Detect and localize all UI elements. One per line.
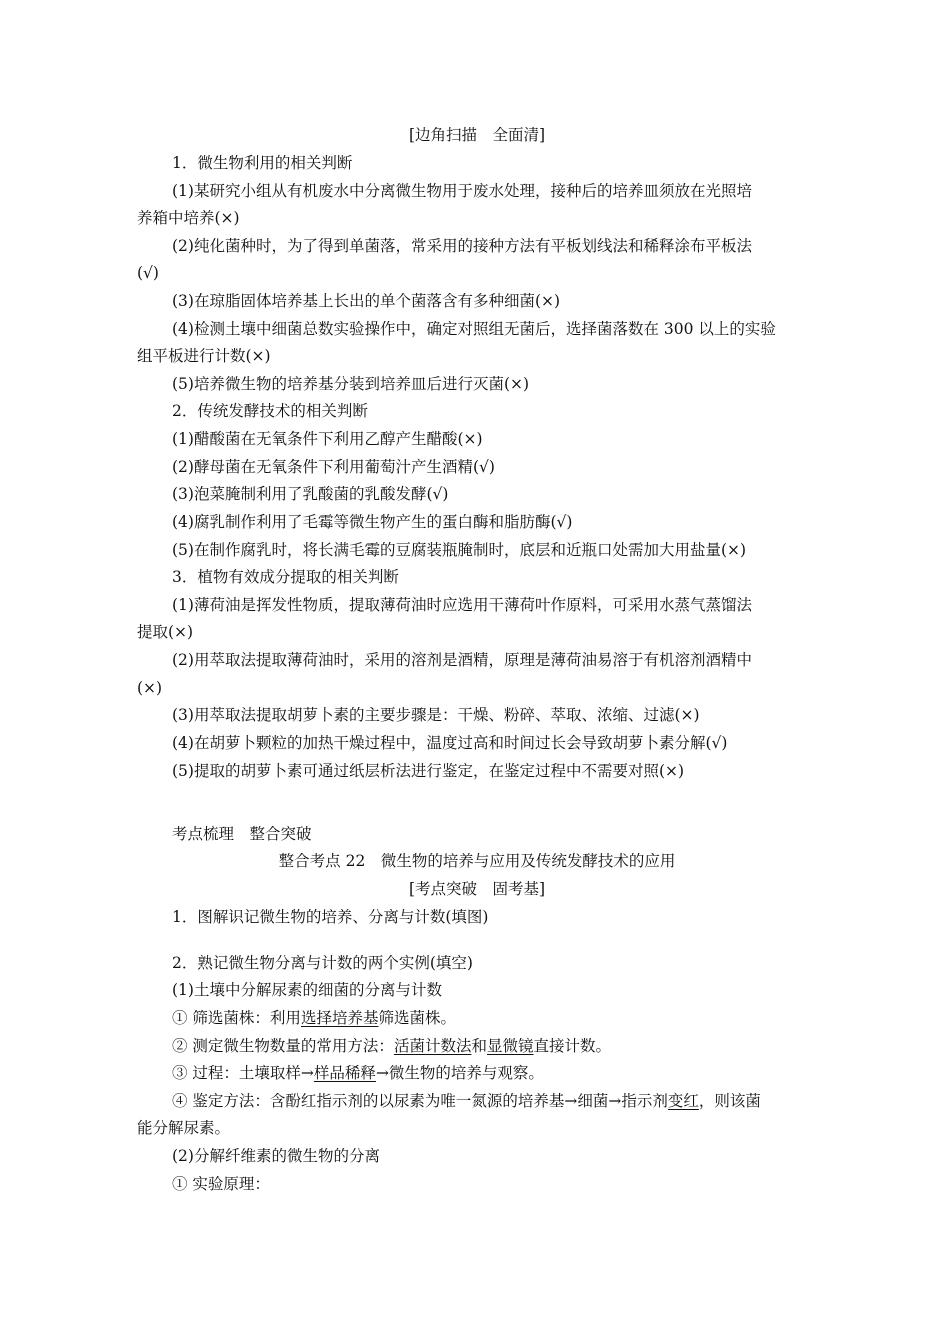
question-line: (5)在制作腐乳时，将长满毛霉的豆腐装瓶腌制时，底层和近瓶口处需加大用盐量(×) bbox=[172, 541, 747, 559]
fill-text: ② 测定微生物数量的常用方法： bbox=[172, 1037, 394, 1055]
fill-text: →微生物的培养与观察。 bbox=[375, 1064, 544, 1082]
question-line: (5)提取的胡萝卜素可通过纸层析法进行鉴定，在鉴定过程中不需要对照(×) bbox=[172, 762, 685, 780]
question-line: (1)醋酸菌在无氧条件下利用乙醇产生醋酸(×) bbox=[172, 430, 483, 448]
question-line: (4)腐乳制作利用了毛霉等微生物产生的蛋白酶和脂肪酶(√) bbox=[172, 513, 573, 531]
fill-line bbox=[172, 1008, 817, 1028]
question-line: (3)用萃取法提取胡萝卜素的主要步骤是：干燥、粉碎、萃取、浓缩、过滤(×) bbox=[172, 706, 700, 724]
question-line: (4)检测土壤中细菌总数实验操作中，确定对照组无菌后，选择菌落数在 300 以上的实验 bbox=[172, 320, 776, 338]
heading-microbe-use: 1．微生物利用的相关判断 bbox=[172, 154, 353, 172]
question-line: 养箱中培养(×) bbox=[137, 209, 240, 227]
fill-text: 筛选菌株。 bbox=[378, 1009, 456, 1027]
fill-line: 能分解尿素。 bbox=[137, 1119, 231, 1137]
question-line: (4)在胡萝卜颗粒的加热干燥过程中，温度过高和时间过长会导致胡萝卜素分解(√) bbox=[172, 734, 728, 752]
fill-text: ④ 鉴定方法：含酚红指示剂的以尿素为唯一氮源的培养基→细菌→指示剂 bbox=[172, 1092, 668, 1110]
fill-text: 直接计数。 bbox=[533, 1037, 611, 1055]
question-line: (3)泡菜腌制利用了乳酸菌的乳酸发酵(√) bbox=[172, 485, 449, 503]
fill-line bbox=[172, 1036, 817, 1056]
heading-extraction: 3．植物有效成分提取的相关判断 bbox=[172, 568, 399, 586]
topic-title: 整合考点 22 微生物的培养与应用及传统发酵技术的应用 bbox=[278, 852, 676, 870]
topic-subheader: [考点突破 固考基] bbox=[408, 880, 546, 898]
fill-answer: 样品稀释 bbox=[313, 1064, 376, 1082]
section-label: 考点梳理 整合突破 bbox=[172, 825, 312, 843]
question-line: (3)在琼脂固体培养基上长出的单个菌落含有多种细菌(×) bbox=[172, 292, 561, 310]
fill-text: ③ 过程：土壤取样→ bbox=[172, 1064, 314, 1082]
question-line: (√) bbox=[137, 264, 159, 282]
sub-heading: (2)分解纤维素的微生物的分离 bbox=[172, 1147, 380, 1165]
heading-fermentation: 2．传统发酵技术的相关判断 bbox=[172, 402, 368, 420]
question-line: 提取(×) bbox=[137, 623, 194, 641]
section-header: [边角扫描 全面清] bbox=[408, 126, 546, 144]
fill-line bbox=[172, 1091, 817, 1111]
fill-answer: 选择培养基 bbox=[300, 1009, 379, 1027]
question-line: (1)薄荷油是挥发性物质，提取薄荷油时应选用干薄荷叶作原料，可采用水蒸气蒸馏法 bbox=[172, 596, 752, 614]
fill-text: ① 筛选菌株：利用 bbox=[172, 1009, 301, 1027]
question-line: (2)酵母菌在无氧条件下利用葡萄汁产生酒精(√) bbox=[172, 458, 495, 476]
sub-heading: (1)土壤中分解尿素的细菌的分离与计数 bbox=[172, 981, 442, 999]
item-heading: 2．熟记微生物分离与计数的两个实例(填空) bbox=[172, 954, 473, 972]
fill-text: 和 bbox=[471, 1037, 487, 1055]
question-line: (×) bbox=[137, 679, 163, 697]
question-line: (2)纯化菌种时，为了得到单菌落，常采用的接种方法有平板划线法和稀释涂布平板法 bbox=[172, 237, 752, 255]
question-line: (2)用萃取法提取薄荷油时，采用的溶剂是酒精，原理是薄荷油易溶于有机溶剂酒精中 bbox=[172, 651, 752, 669]
fill-answer: 变红 bbox=[667, 1092, 699, 1110]
question-line: (5)培养微生物的培养基分装到培养皿后进行灭菌(×) bbox=[172, 375, 530, 393]
fill-text: ，则该菌 bbox=[698, 1092, 761, 1110]
question-line: (1)某研究小组从有机废水中分离微生物用于废水处理，接种后的培养皿须放在光照培 bbox=[172, 182, 752, 200]
question-line: 组平板进行计数(×) bbox=[137, 347, 271, 365]
fill-answer: 活菌计数法 bbox=[393, 1037, 472, 1055]
fill-line: ① 实验原理： bbox=[172, 1175, 270, 1193]
fill-line bbox=[172, 1063, 817, 1083]
fill-answer: 显微镜 bbox=[486, 1037, 534, 1055]
item-heading: 1．图解识记微生物的培养、分离与计数(填图) bbox=[172, 908, 489, 926]
